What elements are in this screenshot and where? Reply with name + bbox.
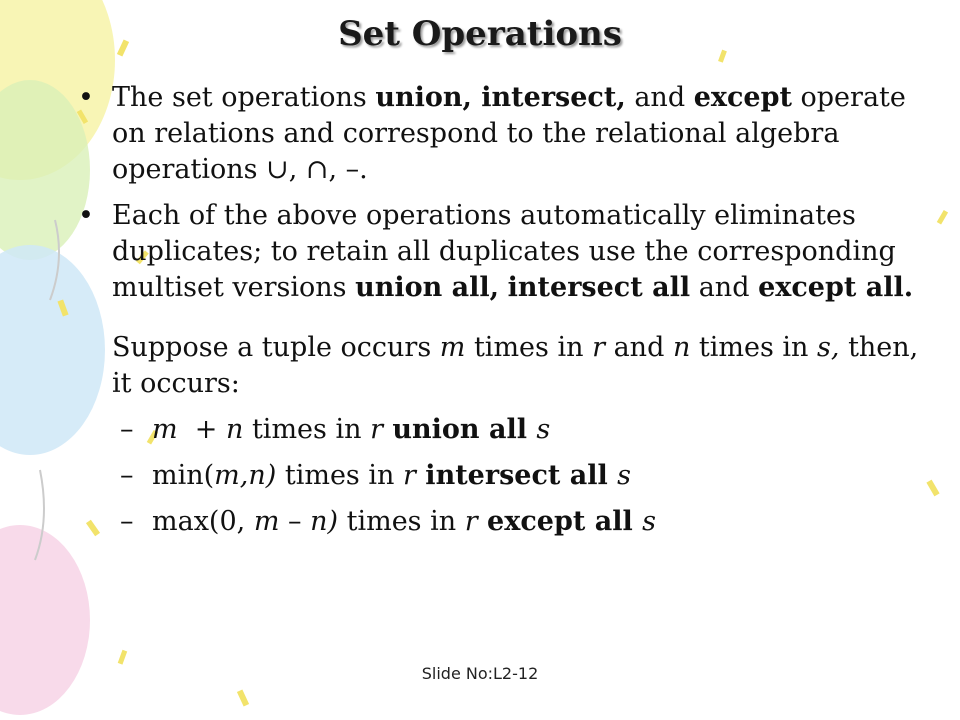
dash-bullet: –	[120, 460, 134, 491]
text: times in	[243, 414, 371, 445]
sub-item-except-all	[78, 504, 928, 540]
text: min(	[152, 460, 215, 491]
slide-title: Set Operations	[338, 14, 622, 54]
text: Suppose a tuple occurs	[112, 332, 440, 363]
variable: m	[152, 414, 178, 445]
text: times in	[276, 460, 403, 491]
keyword: union all	[383, 414, 537, 445]
bullet-duplicates	[78, 198, 928, 306]
dash-bullet: –	[120, 414, 134, 445]
slide-body	[78, 80, 928, 540]
variable: r	[402, 460, 416, 491]
variable: r	[592, 332, 605, 363]
variable: r	[464, 506, 478, 537]
pink-balloon	[0, 525, 90, 715]
variable: s	[536, 414, 551, 445]
text: and	[605, 332, 673, 363]
keyword: except all.	[758, 272, 914, 303]
text	[499, 272, 508, 303]
text: The set operations	[112, 82, 376, 113]
keyword: intersect all	[507, 272, 691, 303]
text: and	[625, 82, 694, 113]
variable: n	[672, 332, 691, 363]
text: times in	[690, 332, 818, 363]
variable: m	[439, 332, 466, 363]
text: –	[279, 506, 311, 537]
variable: r	[370, 414, 383, 445]
keyword: except	[693, 82, 792, 113]
variable: n	[225, 414, 244, 445]
tuple-paragraph	[78, 330, 928, 402]
bullet-icon: •	[78, 82, 94, 113]
sub-item-intersect-all	[78, 458, 928, 494]
variable: s,	[817, 332, 840, 363]
text: times in	[465, 332, 593, 363]
dash-bullet: –	[120, 506, 134, 537]
keyword: except all	[477, 506, 643, 537]
bullet-icon: •	[78, 200, 94, 231]
variable: s	[617, 460, 632, 491]
variable: s	[642, 506, 656, 537]
sub-item-union-all	[78, 412, 928, 448]
text: times in	[338, 506, 465, 537]
bullet-set-operations	[78, 80, 928, 188]
text: then, it occurs:	[112, 332, 919, 399]
text: and	[690, 272, 759, 303]
variable: m	[253, 506, 280, 537]
keyword: intersect all	[415, 460, 618, 491]
variable: m,n)	[214, 460, 277, 491]
slide-number: Slide No:L2-12	[421, 664, 539, 683]
variable: n)	[310, 506, 339, 537]
keyword: union all,	[355, 272, 500, 303]
text: Each of the above operations automatically eliminates duplicates; to retain all duplicates use the corresponding multiset versions	[112, 200, 896, 303]
text: operate on relations and correspond to the relational algebra operations ∪, ∩, –.	[112, 82, 906, 185]
text: max(0,	[152, 506, 254, 537]
keyword: union, intersect,	[375, 82, 626, 113]
text: +	[177, 414, 226, 445]
